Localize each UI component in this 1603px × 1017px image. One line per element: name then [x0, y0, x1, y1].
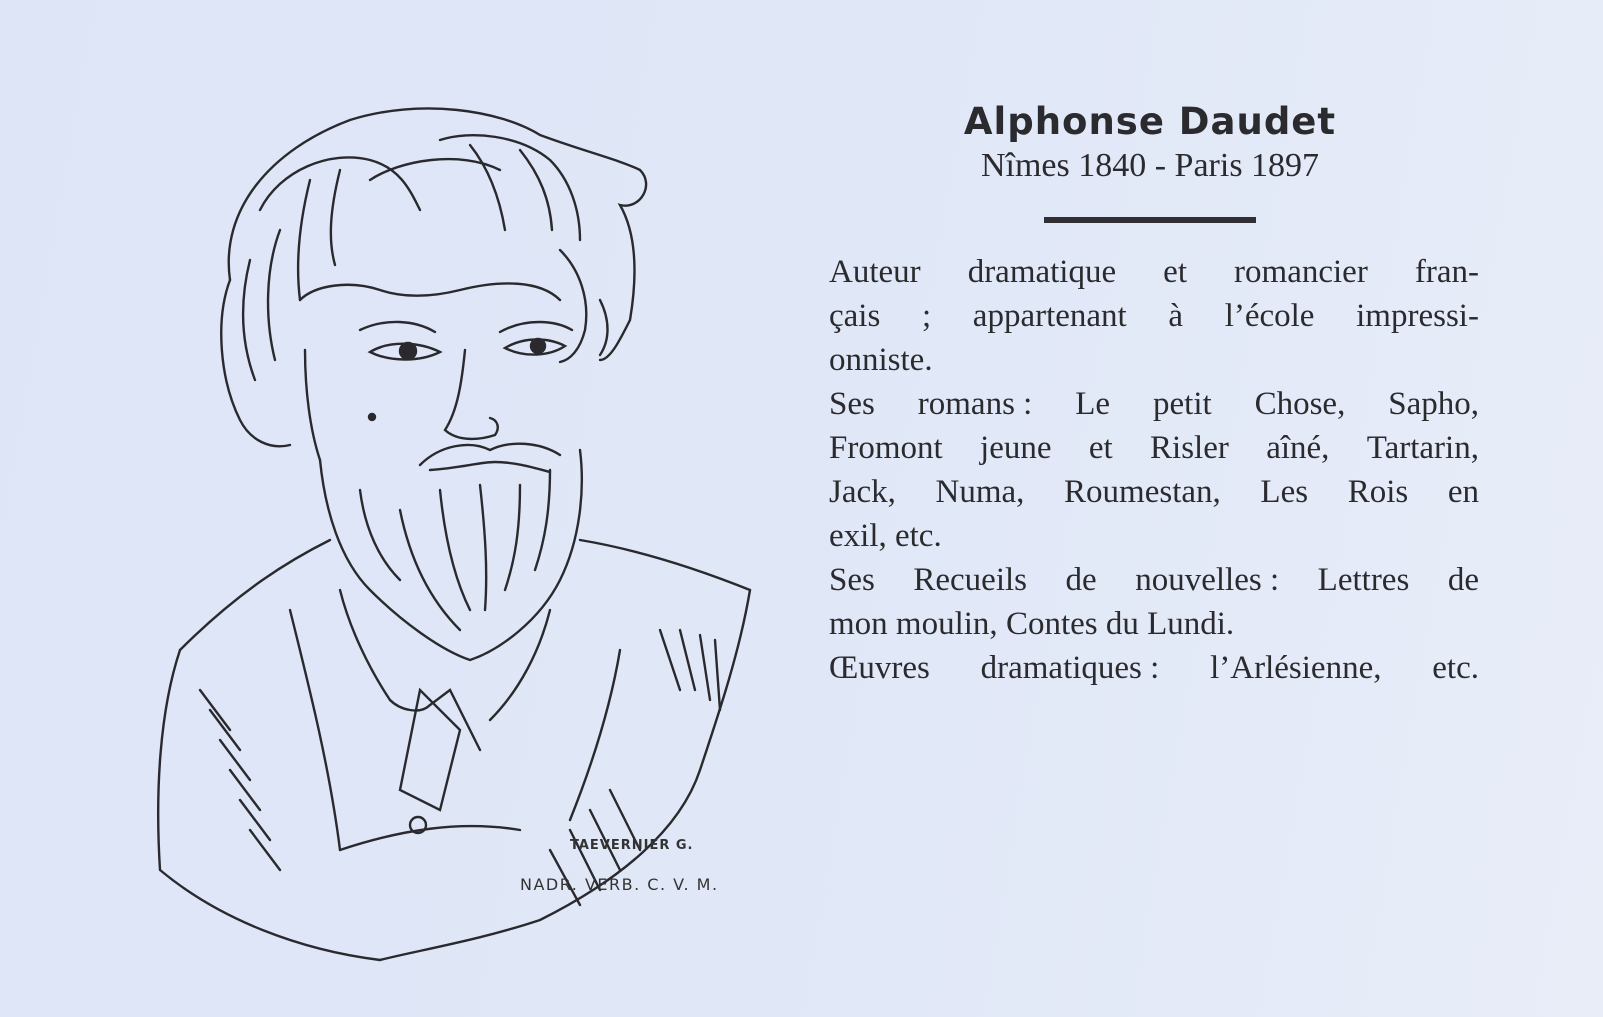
bio-line: onniste. [829, 342, 933, 378]
bio-line: Auteur dramatique et romancier fran- [829, 254, 1479, 290]
bio-line: Fromont jeune et Risler aîné, Tartarin, [829, 430, 1479, 466]
title-divider [1044, 217, 1256, 223]
bio-line: Ses romans : Le petit Chose, Sapho, [829, 386, 1479, 422]
card-header [890, 100, 1410, 223]
bio-line: mon moulin, Contes du Lundi. [829, 606, 1235, 642]
illustrator-signature: TAEVERNIER G. [570, 838, 694, 853]
author-name: Alphonse Daudet [963, 100, 1337, 143]
bio-line: çais ; appartenant à l’école impressi- [829, 298, 1479, 334]
publisher-credit: NADR. VERB. C. V. M. [520, 875, 719, 894]
bio-line: Jack, Numa, Roumestan, Les Rois en [829, 474, 1479, 510]
biography-text [829, 250, 1479, 690]
author-dates: Nîmes 1840 - Paris 1897 [980, 147, 1320, 184]
bio-line: Ses Recueils de nouvelles : Lettres de [829, 562, 1479, 598]
bio-line: Œuvres dramatiques : l’Arlésienne, etc. [829, 650, 1479, 686]
bio-line: exil, etc. [829, 518, 942, 554]
